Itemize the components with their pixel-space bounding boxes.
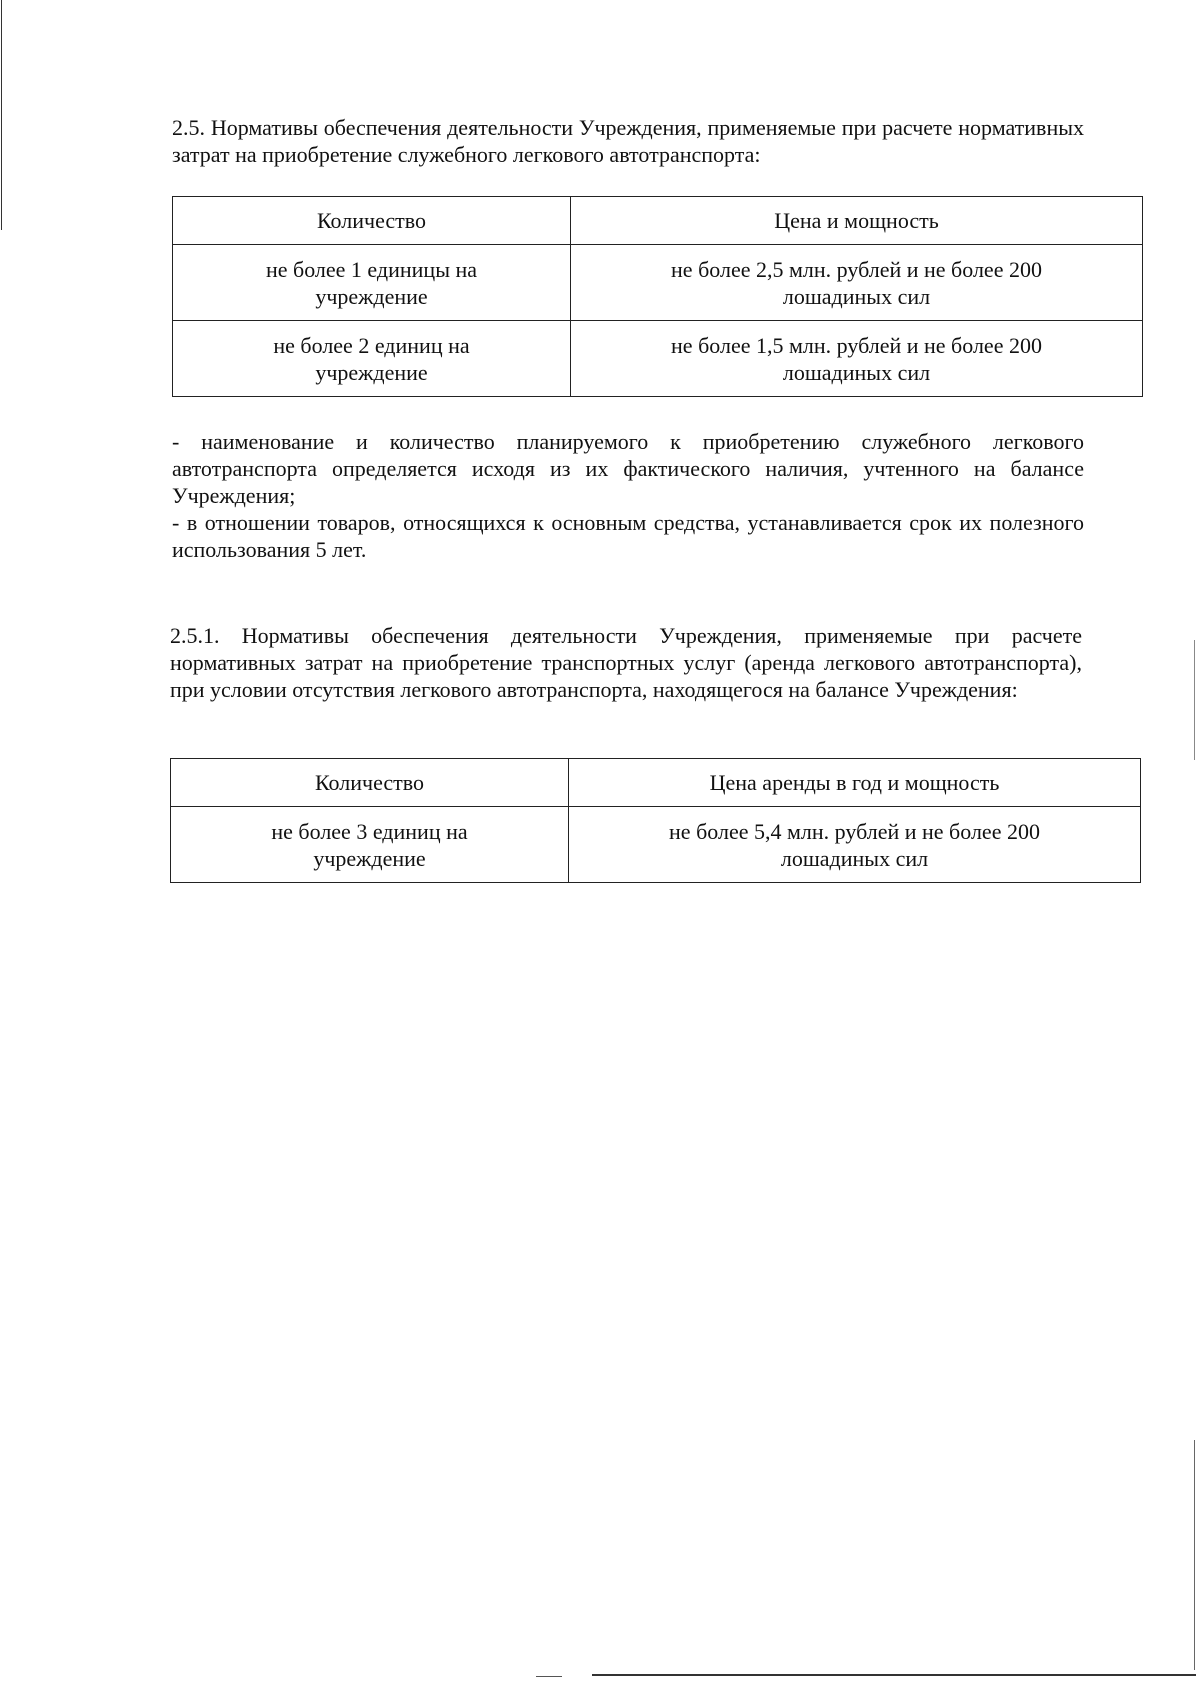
scan-left-edge [1, 0, 2, 230]
header-rental-price-power: Цена аренды в год и мощность [569, 759, 1141, 807]
header-price-power: Цена и мощность [571, 197, 1143, 245]
table-row [171, 807, 1141, 883]
quantity-text: не более 3 единиц на учреждение [271, 818, 468, 871]
scan-right-edge-lower [1194, 1440, 1195, 1670]
note-item: - в отношении товаров, относящихся к основным средства, устанавливается срок их полезного использования 5 лет. [172, 510, 1084, 562]
table-header-row [171, 759, 1141, 807]
header-quantity: Количество [171, 759, 569, 807]
quantity-cell [173, 321, 571, 397]
note-item: - наименование и количество планируемого к приобретению служебного легкового автотранспорта определяется исходя из их фактического наличия, учтенного на балансе Учреждения; [172, 429, 1084, 508]
scan-right-edge [1194, 640, 1195, 760]
quantity-cell [173, 245, 571, 321]
section-2-5-notes [172, 428, 1084, 563]
vehicle-norms-table [172, 196, 1143, 397]
table-row [173, 321, 1143, 397]
section-2-5-1-heading: 2.5.1. Нормативы обеспечения деятельности Учреждения, применяемые при расчете нормативных затрат на приобретение транспортных услуг (аренда легкового автотранспорта), при условии отсутствия легкового автотранспорта, находящегося на балансе Учреждения: [170, 623, 1082, 702]
scan-bottom-dash [536, 1676, 562, 1677]
scan-bottom-rule [592, 1674, 1196, 1676]
header-quantity: Количество [173, 197, 571, 245]
price-power-text: не более 5,4 млн. рублей и не более 200 лошадиных сил [669, 818, 1040, 871]
price-power-text: не более 2,5 млн. рублей и не более 200 лошадиных сил [671, 256, 1042, 309]
price-power-text: не более 1,5 млн. рублей и не более 200 лошадиных сил [671, 332, 1042, 385]
price-power-cell [571, 245, 1143, 321]
price-power-cell [569, 807, 1141, 883]
quantity-cell [171, 807, 569, 883]
table-row [173, 245, 1143, 321]
quantity-text: не более 2 единиц на учреждение [273, 332, 470, 385]
section-2-5-heading: 2.5. Нормативы обеспечения деятельности Учреждения, применяемые при расчете нормативных затрат на приобретение служебного легкового автотранспорта: [172, 115, 1084, 167]
quantity-text: не более 1 единицы на учреждение [265, 256, 478, 309]
table-header-row [173, 197, 1143, 245]
price-power-cell [571, 321, 1143, 397]
rental-norms-table [170, 758, 1141, 883]
